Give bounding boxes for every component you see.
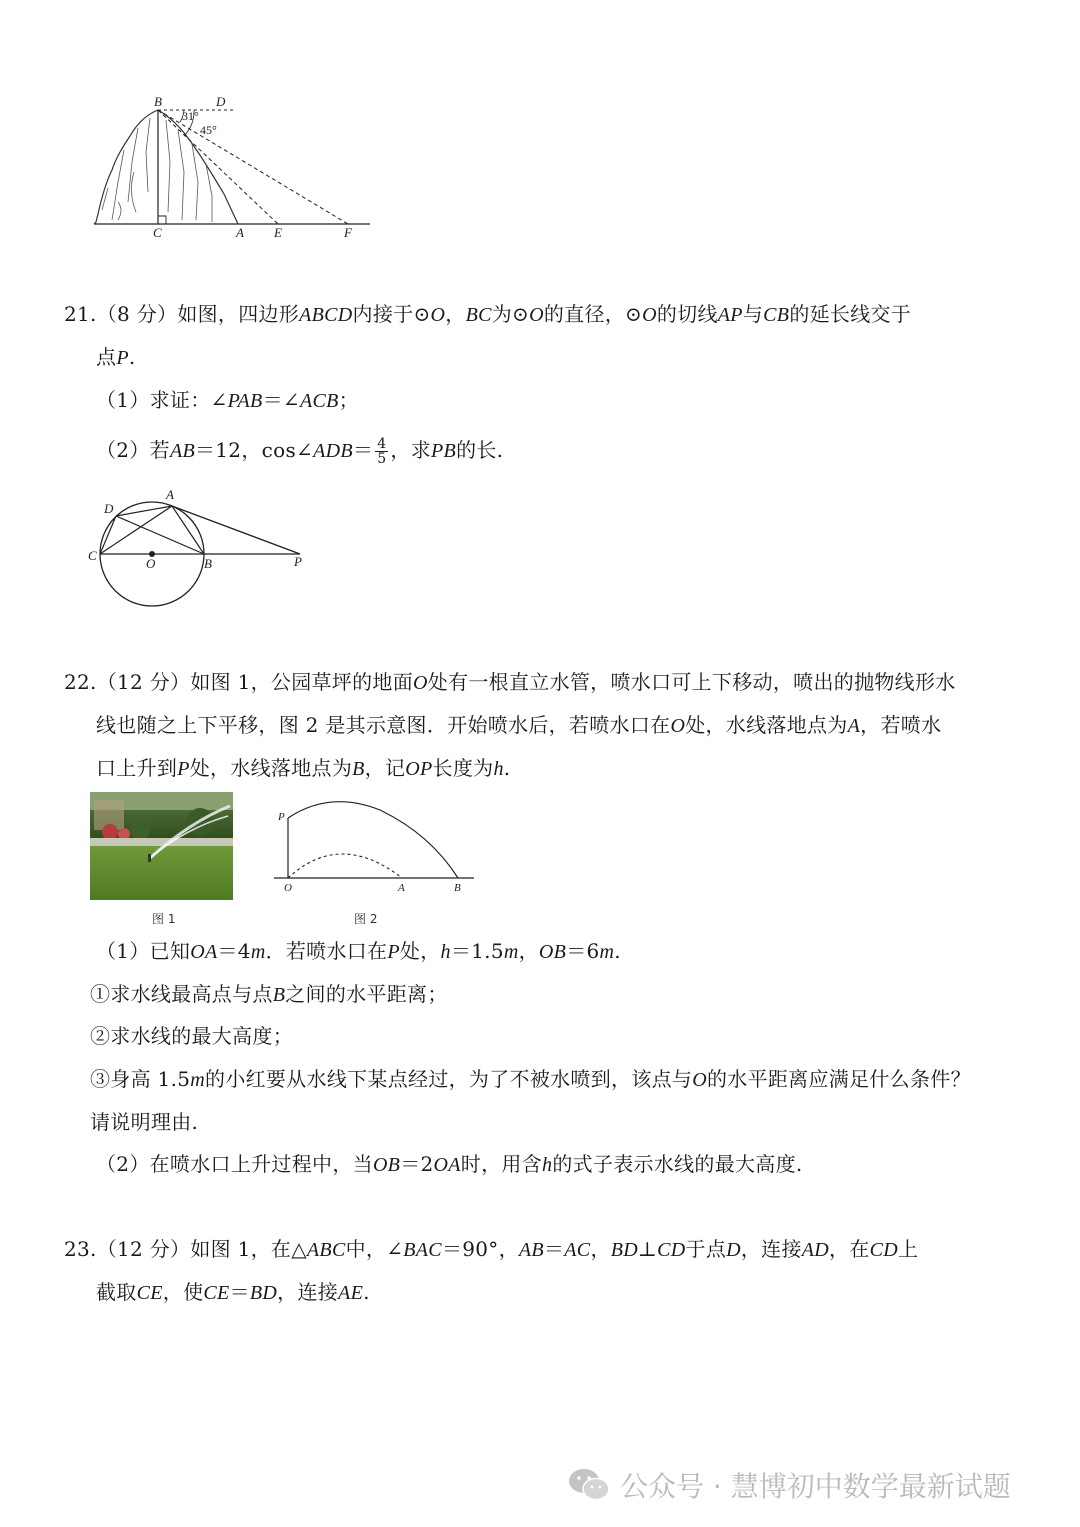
q21-label-c: C [88,548,97,563]
q22-sub-3: ③身高 1.5m的小红要从水线下某点经过，为了不被水喷到，该点与O的水平距离应满足什么条件？ [90,1067,971,1091]
q20-label-e: E [274,225,282,240]
q20-label-c: C [153,225,162,240]
q23-line-1: 23.（12 分）如图 1，在△ABC中，∠BAC＝90°，AB＝AC，BD⊥CD于点D，连接AD，在CD上 [64,1237,919,1261]
q21-circle-figure [86,486,316,610]
q22-fig2-label-p: P [278,811,285,823]
q21-label-b: B [204,556,212,571]
q21-label-o: O [146,556,156,571]
q21-line-2: 点P. [96,345,136,369]
q22-parabola-figure [270,798,480,898]
q21-label-p: P [294,554,302,569]
q21-part-1: （1）求证：∠PAB＝∠ACB； [96,388,359,412]
q22-line-2: 线也随之上下平移，图 2 是其示意图．开始喷水后，若喷水口在O处，水线落地点为A，若喷水 [96,713,942,737]
q21-label-d: D [104,501,114,516]
q23-line-2: 截取CE，使CE＝BD，连接AE. [96,1280,370,1304]
q20-mountain-figure [88,92,378,240]
q22-part-1: （1）已知OA＝4m．若喷水口在P处，h＝1.5m，OB＝6m. [96,939,621,963]
q22-sub-3-cont: 请说明理由. [90,1110,199,1134]
q22-line-3: 口上升到P处，水线落地点为B，记OP长度为h. [96,756,511,780]
q22-fig2-caption: 图 2 [354,912,378,926]
q21-part-2: （2）若AB＝12，cos∠ADB＝ $\frac{4}{5}$ ，求PB的长. [96,436,504,467]
q22-line-1: 22.（12 分）如图 1，公园草坪的地面O处有一根直立水管，喷水口可上下移动，喷出的抛物线形水 [64,670,956,694]
q23-number: 23. [64,1237,97,1261]
q20-label-a: A [236,225,244,240]
q20-label-d: D [216,94,226,109]
wechat-icon [568,1467,610,1503]
q21-number: 21. [64,302,97,326]
q20-label-f: F [344,225,352,240]
q22-fig2-label-b: B [454,882,461,894]
q21-line-1: 21.（8 分）如图，四边形ABCD内接于⊙O，BC为⊙O的直径，⊙O的切线AP与CB的延长线交于 [64,302,912,326]
watermark-text: 公众号 · 慧博初中数学最新试题 [620,1470,1011,1503]
q20-label-angle1: 31° [182,109,199,123]
q21-label-a: A [166,487,174,502]
q20-label-angle2: 45° [200,123,217,137]
q22-fig2-label-a: A [398,882,405,894]
q22-part-2: （2）在喷水口上升过程中，当OB＝2OA时，用含h的式子表示水线的最大高度. [96,1152,803,1176]
q22-fig2-label-o: O [284,882,292,894]
q20-label-b: B [154,94,162,109]
q22-sub-1: ①求水线最高点与点B之间的水平距离； [90,982,448,1006]
q22-number: 22. [64,670,97,694]
q22-park-photo [90,792,233,900]
q22-sub-2: ②求水线的最大高度； [90,1024,293,1048]
q21-fraction: $\frac{4}{5}$ [377,436,387,467]
q22-fig1-caption: 图 1 [152,912,176,926]
watermark [568,1465,1011,1505]
